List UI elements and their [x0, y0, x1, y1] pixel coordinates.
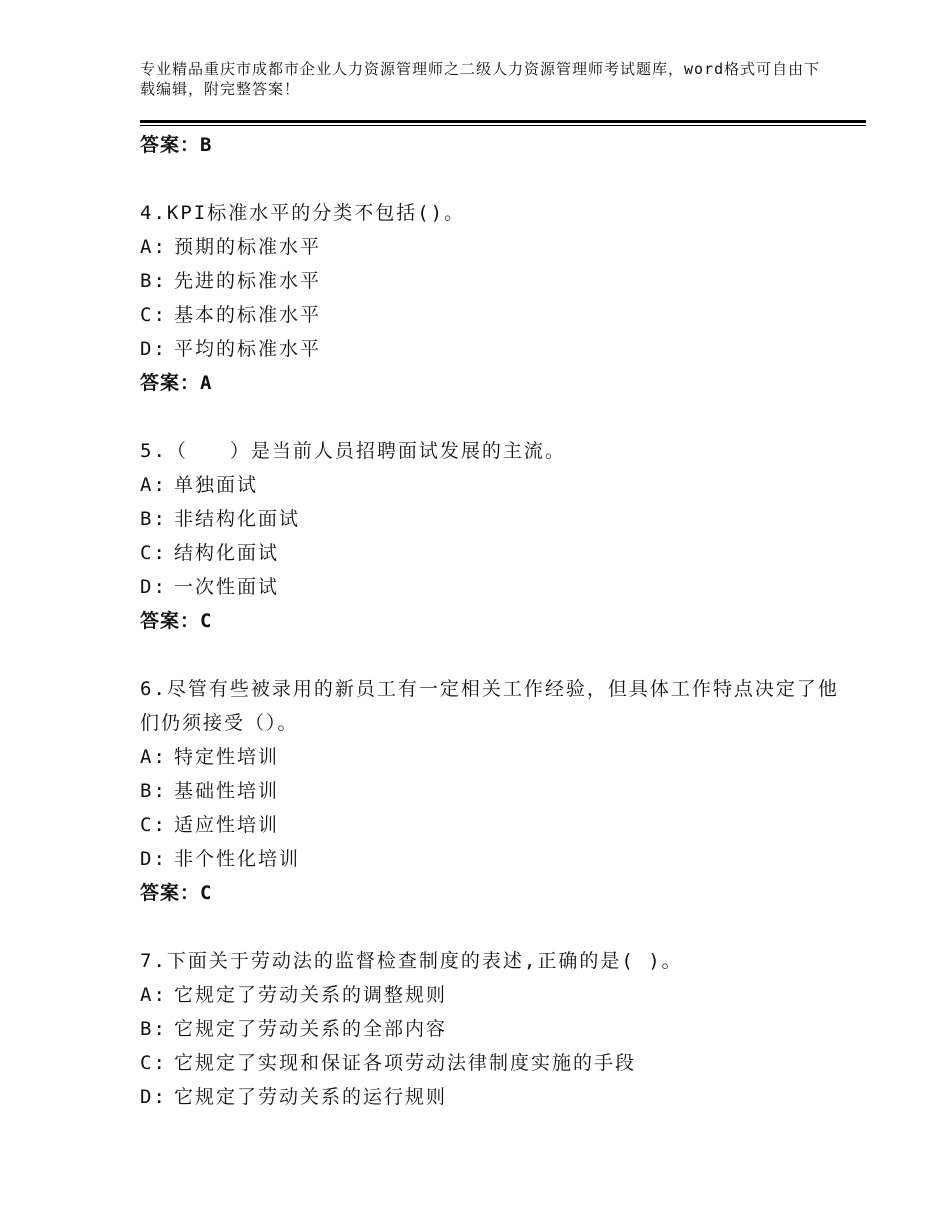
option-letter: C:	[140, 1052, 167, 1074]
option-b	[140, 502, 840, 536]
option-text: 预期的标准水平	[174, 236, 322, 258]
option-text: 它规定了劳动关系的全部内容	[174, 1018, 448, 1040]
answer-line: 答案：A	[140, 372, 213, 394]
option-a	[140, 740, 840, 774]
option-letter: B:	[140, 1018, 167, 1040]
option-text: 基本的标准水平	[174, 304, 322, 326]
question-list	[140, 128, 840, 1114]
option-c	[140, 298, 840, 332]
option-letter: C:	[140, 304, 167, 326]
question-item	[140, 672, 840, 910]
header-divider-thin	[140, 125, 866, 126]
option-text: 平均的标准水平	[174, 338, 322, 360]
question-text: 5.（ ）是当前人员招聘面试发展的主流。	[140, 440, 566, 462]
question-text: 4.KPI标准水平的分类不包括()。	[140, 202, 466, 224]
answer-line: 答案：B	[140, 134, 213, 156]
option-b	[140, 264, 840, 298]
option-letter: A:	[140, 474, 167, 496]
answer-line: 答案：C	[140, 882, 213, 904]
option-letter: A:	[140, 984, 167, 1006]
option-d	[140, 570, 840, 604]
option-d	[140, 332, 840, 366]
option-text: 它规定了劳动关系的调整规则	[174, 984, 448, 1006]
option-a	[140, 978, 840, 1012]
option-letter: B:	[140, 270, 167, 292]
answer-line: 答案：C	[140, 610, 213, 632]
document-header: 专业精品重庆市成都市企业人力资源管理师之二级人力资源管理师考试题库，word格式可自由下载编辑，附完整答案！	[140, 60, 821, 98]
option-text: 基础性培训	[174, 780, 280, 802]
option-text: 一次性面试	[174, 576, 280, 598]
option-letter: D:	[140, 576, 167, 598]
option-a	[140, 468, 840, 502]
question-item	[140, 944, 840, 1114]
option-text: 单独面试	[174, 474, 259, 496]
option-text: 它规定了劳动关系的运行规则	[174, 1086, 448, 1108]
option-letter: B:	[140, 508, 167, 530]
option-text: 特定性培训	[174, 746, 280, 768]
option-c	[140, 808, 840, 842]
question-text: 6.尽管有些被录用的新员工有一定相关工作经验，但具体工作特点决定了他们仍须接受（）。	[140, 678, 839, 734]
option-letter: C:	[140, 542, 167, 564]
option-b	[140, 1012, 840, 1046]
option-letter: D:	[140, 1086, 167, 1108]
question-item	[140, 434, 840, 638]
option-b	[140, 774, 840, 808]
option-c	[140, 536, 840, 570]
option-text: 适应性培训	[174, 814, 280, 836]
option-text: 非个性化培训	[174, 848, 301, 870]
option-d	[140, 842, 840, 876]
option-letter: D:	[140, 338, 167, 360]
option-letter: A:	[140, 236, 167, 258]
option-text: 非结构化面试	[174, 508, 301, 530]
option-letter: C:	[140, 814, 167, 836]
option-c	[140, 1046, 840, 1080]
header-divider-thick	[140, 120, 866, 123]
option-text: 它规定了实现和保证各项劳动法律制度实施的手段	[174, 1052, 637, 1074]
option-text: 结构化面试	[174, 542, 280, 564]
option-letter: D:	[140, 848, 167, 870]
question-text: 7.下面关于劳动法的监督检查制度的表述,正确的是( )。	[140, 950, 683, 972]
option-text: 先进的标准水平	[174, 270, 322, 292]
option-a	[140, 230, 840, 264]
question-item	[140, 196, 840, 400]
option-letter: B:	[140, 780, 167, 802]
option-d	[140, 1080, 840, 1114]
option-letter: A:	[140, 746, 167, 768]
